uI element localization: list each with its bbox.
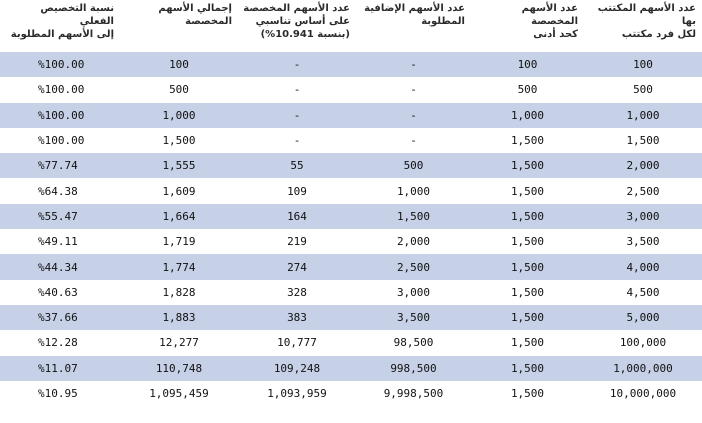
table-header-row <box>0 0 702 52</box>
cell-minimum: 1,000 <box>471 103 584 128</box>
header-subscribed-shares: عدد الأسهم المكتتب بها لكل فرد مكتتب <box>584 0 702 52</box>
cell-proportional: 109 <box>238 178 356 203</box>
header-proportional-allocated: عدد الأسهم المخصصة على أساس تناسبي (بنسبة 10.941%) <box>238 0 356 52</box>
cell-ratio: %100.00 <box>0 77 120 102</box>
cell-ratio: %100.00 <box>0 103 120 128</box>
table-row <box>0 356 702 381</box>
cell-subscribed: 2,000 <box>584 153 702 178</box>
cell-ratio: %64.38 <box>0 178 120 203</box>
cell-total: 1,719 <box>120 229 238 254</box>
cell-subscribed: 5,000 <box>584 305 702 330</box>
cell-proportional: - <box>238 77 356 102</box>
cell-total: 1,774 <box>120 254 238 279</box>
cell-proportional: 164 <box>238 204 356 229</box>
cell-minimum: 1,500 <box>471 178 584 203</box>
cell-ratio: %12.28 <box>0 330 120 355</box>
cell-minimum: 1,500 <box>471 381 584 406</box>
cell-additional: - <box>356 128 471 153</box>
cell-minimum: 1,500 <box>471 305 584 330</box>
cell-additional: 500 <box>356 153 471 178</box>
table-body <box>0 52 702 406</box>
cell-subscribed: 500 <box>584 77 702 102</box>
cell-additional: 9,998,500 <box>356 381 471 406</box>
cell-ratio: %100.00 <box>0 52 120 77</box>
header-total-allocated: إجمالي الأسهم المخصصة <box>120 0 238 52</box>
table-row <box>0 153 702 178</box>
cell-total: 1,883 <box>120 305 238 330</box>
cell-proportional: 383 <box>238 305 356 330</box>
cell-additional: 3,000 <box>356 280 471 305</box>
cell-subscribed: 2,500 <box>584 178 702 203</box>
header-minimum-allocated: عدد الأسهم المخصصة كحد أدنى <box>471 0 584 52</box>
cell-total: 1,828 <box>120 280 238 305</box>
cell-ratio: %44.34 <box>0 254 120 279</box>
cell-total: 500 <box>120 77 238 102</box>
cell-proportional: 274 <box>238 254 356 279</box>
cell-additional: - <box>356 77 471 102</box>
cell-total: 12,277 <box>120 330 238 355</box>
cell-minimum: 1,500 <box>471 229 584 254</box>
cell-proportional: 55 <box>238 153 356 178</box>
cell-additional: 1,000 <box>356 178 471 203</box>
cell-ratio: %40.63 <box>0 280 120 305</box>
cell-additional: 998,500 <box>356 356 471 381</box>
table-row <box>0 280 702 305</box>
cell-minimum: 1,500 <box>471 128 584 153</box>
cell-subscribed: 100,000 <box>584 330 702 355</box>
cell-ratio: %55.47 <box>0 204 120 229</box>
cell-total: 100 <box>120 52 238 77</box>
cell-proportional: - <box>238 128 356 153</box>
table-row <box>0 103 702 128</box>
cell-subscribed: 4,500 <box>584 280 702 305</box>
cell-proportional: 109,248 <box>238 356 356 381</box>
cell-subscribed: 4,000 <box>584 254 702 279</box>
cell-total: 1,555 <box>120 153 238 178</box>
table-row <box>0 52 702 77</box>
cell-additional: - <box>356 103 471 128</box>
cell-subscribed: 1,500 <box>584 128 702 153</box>
table-row <box>0 381 702 406</box>
cell-additional: 2,000 <box>356 229 471 254</box>
table-row <box>0 330 702 355</box>
cell-ratio: %49.11 <box>0 229 120 254</box>
cell-minimum: 1,500 <box>471 153 584 178</box>
cell-additional: - <box>356 52 471 77</box>
cell-total: 1,095,459 <box>120 381 238 406</box>
table-row <box>0 305 702 330</box>
cell-subscribed: 10,000,000 <box>584 381 702 406</box>
table-row <box>0 254 702 279</box>
cell-ratio: %37.66 <box>0 305 120 330</box>
table-row <box>0 77 702 102</box>
table-row <box>0 204 702 229</box>
cell-proportional: - <box>238 52 356 77</box>
cell-total: 110,748 <box>120 356 238 381</box>
cell-minimum: 500 <box>471 77 584 102</box>
cell-minimum: 1,500 <box>471 204 584 229</box>
table-row <box>0 178 702 203</box>
header-additional-requested: عدد الأسهم الإضافية المطلوبة <box>356 0 471 52</box>
cell-total: 1,609 <box>120 178 238 203</box>
cell-additional: 2,500 <box>356 254 471 279</box>
table-row <box>0 229 702 254</box>
cell-ratio: %11.07 <box>0 356 120 381</box>
cell-additional: 98,500 <box>356 330 471 355</box>
cell-proportional: 219 <box>238 229 356 254</box>
cell-minimum: 1,500 <box>471 330 584 355</box>
cell-ratio: %10.95 <box>0 381 120 406</box>
cell-minimum: 1,500 <box>471 254 584 279</box>
cell-ratio: %77.74 <box>0 153 120 178</box>
cell-minimum: 100 <box>471 52 584 77</box>
cell-subscribed: 3,000 <box>584 204 702 229</box>
cell-subscribed: 1,000 <box>584 103 702 128</box>
cell-minimum: 1,500 <box>471 356 584 381</box>
cell-subscribed: 3,500 <box>584 229 702 254</box>
cell-ratio: %100.00 <box>0 128 120 153</box>
cell-proportional: 10,777 <box>238 330 356 355</box>
cell-proportional: 1,093,959 <box>238 381 356 406</box>
cell-additional: 1,500 <box>356 204 471 229</box>
cell-proportional: 328 <box>238 280 356 305</box>
cell-proportional: - <box>238 103 356 128</box>
cell-subscribed: 100 <box>584 52 702 77</box>
cell-total: 1,000 <box>120 103 238 128</box>
cell-minimum: 1,500 <box>471 280 584 305</box>
cell-total: 1,500 <box>120 128 238 153</box>
table-row <box>0 128 702 153</box>
header-allocation-ratio: نسبة التخصيص الفعلي إلى الأسهم المطلوبة <box>0 0 120 52</box>
cell-subscribed: 1,000,000 <box>584 356 702 381</box>
cell-additional: 3,500 <box>356 305 471 330</box>
cell-total: 1,664 <box>120 204 238 229</box>
